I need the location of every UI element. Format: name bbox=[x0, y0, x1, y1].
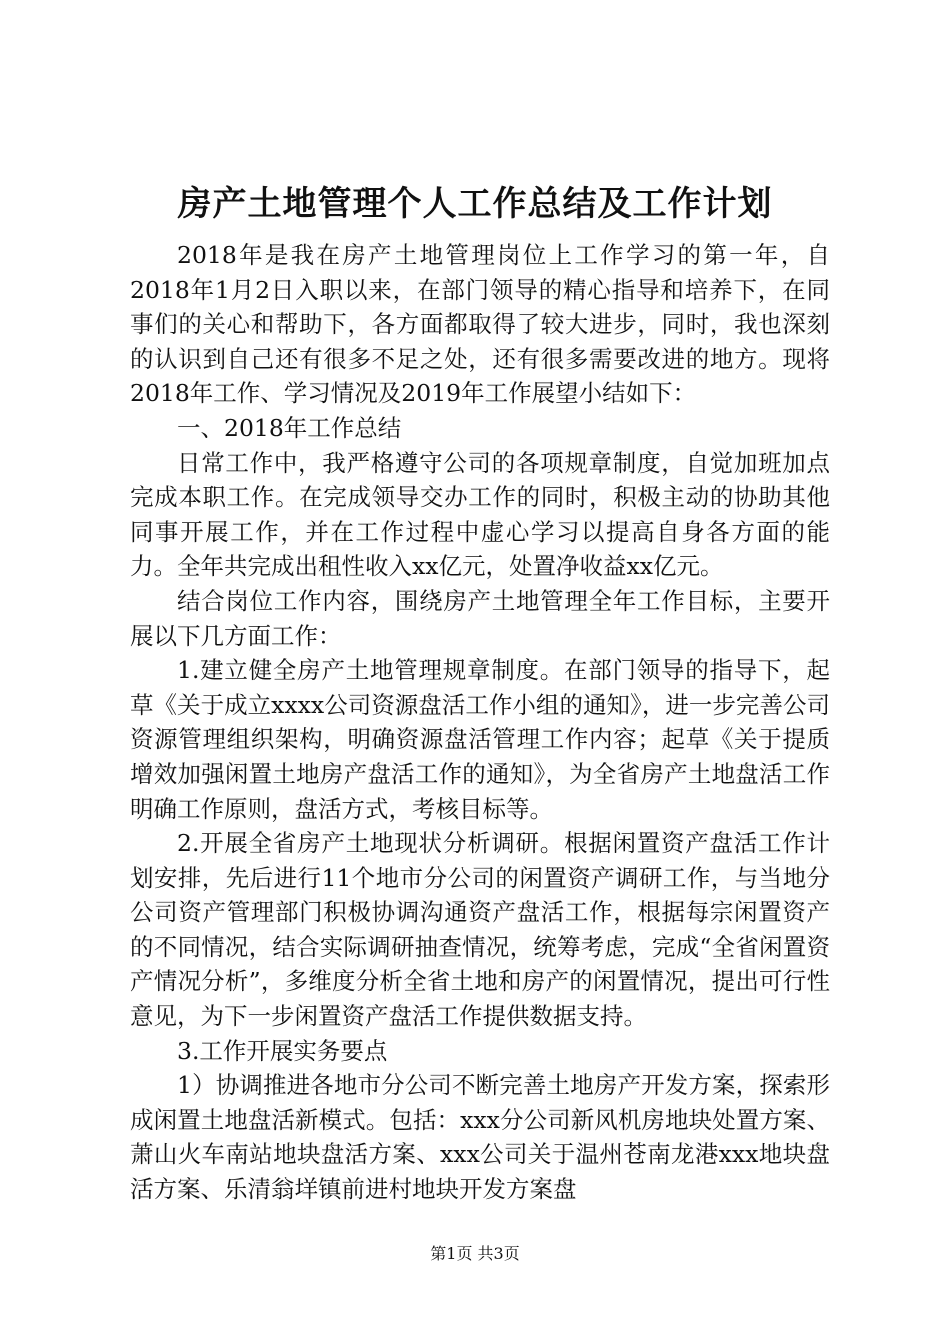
paragraph-item-1: 1.建立健全房产土地管理规章制度。在部门领导的指导下，起草《关于成立xxxx公司资源盘活工作小组的通知》，进一步完善公司资源管理组织架构，明确资源盘活管理工作内容；起草《关于提质增效加强闲置土地房产盘活工作的通知》，为全省房产土地盘活工作明确工作原则，盘活方式，考核目标等。 bbox=[130, 656, 830, 823]
paragraph-item-2: 2.开展全省房产土地现状分析调研。根据闲置资产盘活工作计划安排，先后进行11个地市分公司的闲置资产调研工作，与当地分公司资产管理部门积极协调沟通资产盘活工作，根据每宗闲置资产的不同情况，结合实际调研抽查情况，统筹考虑，完成“全省闲置资产情况分析”，多维度分析全省土地和房产的闲置情况，提出可行性意见，为下一步闲置资产盘活工作提供数据支持。 bbox=[130, 829, 830, 1031]
page-footer: 第1页 共3页 bbox=[430, 1244, 520, 1263]
paragraph-item-3-1: 1）协调推进各地市分公司不断完善土地房产开发方案，探索形成闲置土地盘活新模式。包括：xxx分公司新风机房地块处置方案、萧山火车南站地块盘活方案、xxx公司关于温州苍南龙港xxx地块盘活方案、乐清翁垟镇前进村地块开发方案盘 bbox=[130, 1071, 830, 1204]
paragraph-item-3: 3.工作开展实务要点 bbox=[177, 1036, 388, 1065]
paragraph-work-areas: 结合岗位工作内容，围绕房产土地管理全年工作目标，主要开展以下几方面工作： bbox=[130, 586, 830, 650]
paragraph-daily-work: 日常工作中，我严格遵守公司的各项规章制度，自觉加班加点完成本职工作。在完成领导交办工作的同时，积极主动的协助其他同事开展工作，并在工作过程中虚心学习以提高自身各方面的能力。全年共完成出租性收入xx亿元，处置净收益xx亿元。 bbox=[130, 448, 830, 581]
paragraph-intro: 2018年是我在房产土地管理岗位上工作学习的第一年，自2018年1月2日入职以来，在部门领导的精心指导和培养下，在同事们的关心和帮助下，各方面都取得了较大进步，同时，我也深刻的认识到自己还有很多不足之处，还有很多需要改进的地方。现将2018年工作、学习情况及2019年工作展望小结如下： bbox=[130, 241, 830, 408]
document-title: 房产土地管理个人工作总结及工作计划 bbox=[177, 184, 773, 224]
section-heading-summary: 一、2018年工作总结 bbox=[177, 413, 402, 442]
document-body bbox=[130, 238, 830, 1207]
